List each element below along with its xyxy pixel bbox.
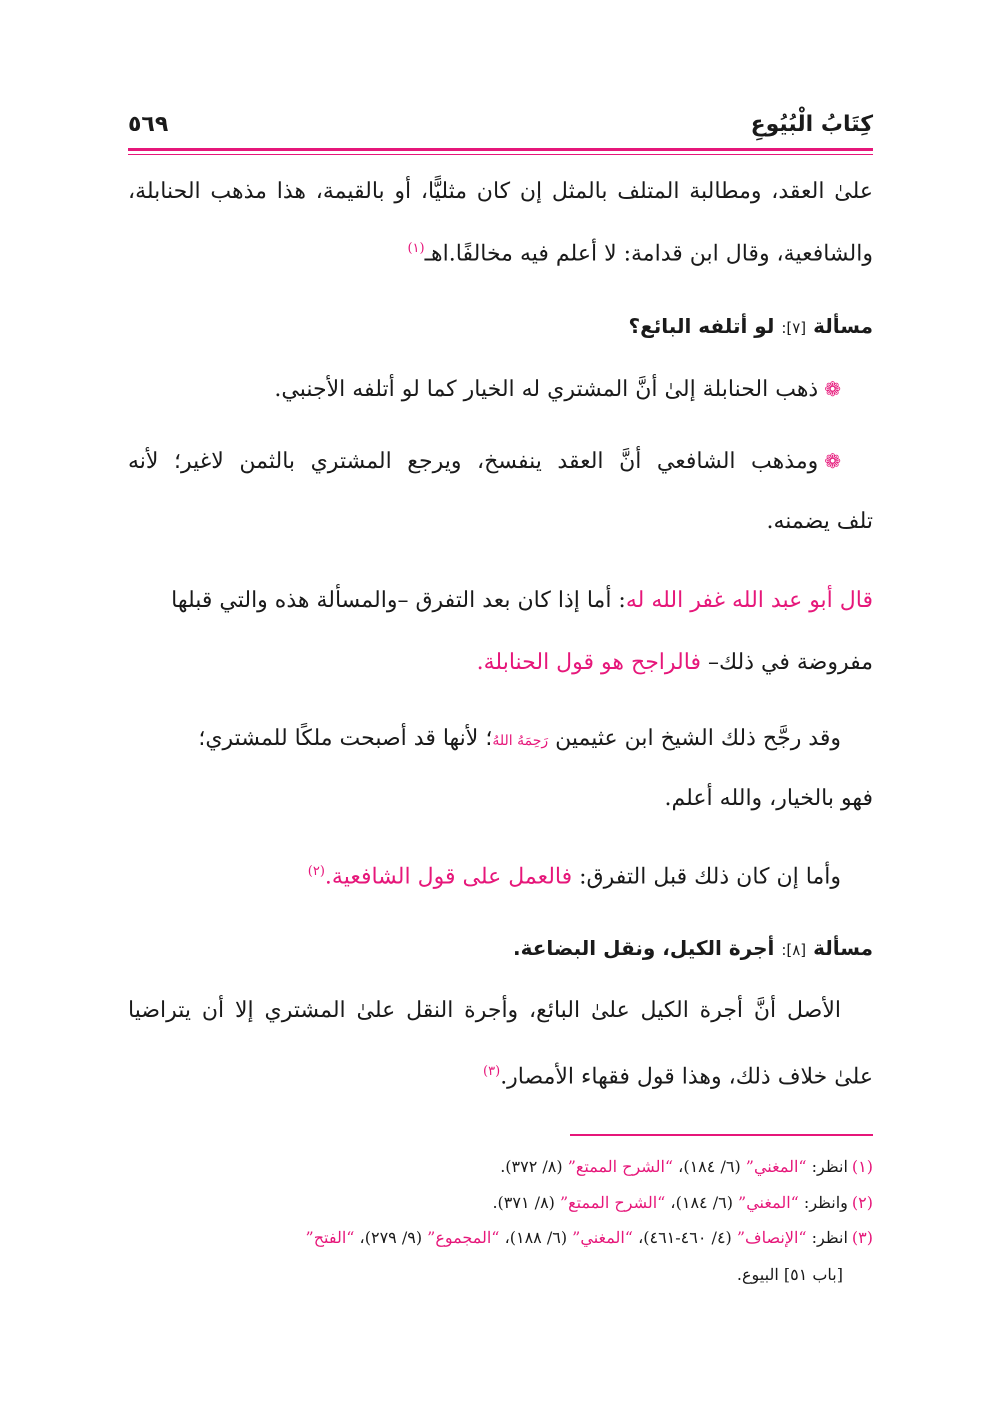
uthaymeen-text-start: وقد رجَّح ذلك الشيخ ابن عثيمين xyxy=(548,726,841,751)
uthaymeen-line-1 xyxy=(128,721,873,759)
source-title: “المغني” xyxy=(745,1157,807,1176)
bullet-shafii-line-2: تلف يضمنه. xyxy=(766,509,873,534)
author-opinion-line-2 xyxy=(128,645,873,681)
author-opinion-text: : أما إذا كان بعد التفرق –والمسألة هذه والتي قبلها xyxy=(171,588,626,613)
footnote-text: انظر: xyxy=(806,1228,848,1247)
footnote-text: (٦/ ١٨٤)، xyxy=(673,1157,746,1176)
bullet-hanbali xyxy=(128,371,873,408)
flower-bullet-icon: ❁ xyxy=(824,377,841,401)
footnote-text: (٨/ ٣٧١). xyxy=(492,1193,560,1212)
page-header xyxy=(128,108,873,148)
source-title: “المغني” xyxy=(572,1228,633,1247)
question-label: مسألة xyxy=(813,314,873,338)
before-separation-line xyxy=(128,854,873,895)
footnote-text: (٦/ ١٨٤)، xyxy=(665,1193,739,1212)
footnote-number: (٣) xyxy=(851,1228,873,1247)
intro-line-1: علىٰ العقد، ومطالبة المتلف بالمثل إن كان مثليًّا، أو بالقيمة، هذا مذهب الحنابلة، xyxy=(128,179,873,204)
footnote-text: (٦/ ١٨٨)، xyxy=(499,1228,573,1247)
question-title: لو أتلفه البائع؟ xyxy=(628,314,775,338)
source-title: “المغني” xyxy=(738,1193,799,1212)
footnote-text: انظر: xyxy=(806,1157,848,1176)
page-number: ٥٦٩ xyxy=(128,112,169,137)
author-opinion-lead: مفروضة في ذلك– xyxy=(700,650,873,675)
intro-line-2 xyxy=(128,231,873,272)
author-opinion-line-1 xyxy=(128,583,873,619)
source-title: “الفتح” xyxy=(305,1228,355,1247)
source-title: “الإنصاف” xyxy=(736,1228,807,1247)
footnote-text: (٨/ ٣٧٢). xyxy=(500,1157,568,1176)
before-separation-text: وأما إن كان ذلك قبل التفرق: xyxy=(572,864,841,890)
question-number: [٨]: xyxy=(781,941,807,959)
uthaymeen-line-2: فهو بالخيار، والله أعلم. xyxy=(664,786,873,811)
bullet-hanbali-text: ذهب الحنابلة إلىٰ أنَّ المشتري له الخيار كما لو أتلفه الأجنبي. xyxy=(274,377,819,402)
footnote-ref-2: (٢) xyxy=(307,864,325,879)
footnote-text: (٤/ ٤٦٠-٤٦١)، xyxy=(632,1228,737,1247)
author-name: قال أبو عبد الله غفر الله له xyxy=(625,588,873,613)
author-conclusion: فالراجح هو قول الحنابلة. xyxy=(476,650,701,675)
bullet-shafii-text: ومذهب الشافعي أنَّ العقد ينفسخ، ويرجع المشتري بالثمن لاغير؛ لأنه xyxy=(128,449,819,474)
footnote-ref-3: (٣) xyxy=(483,1064,501,1079)
principle-line-2 xyxy=(128,1054,873,1095)
question-number: [٧]: xyxy=(781,319,807,337)
uthaymeen-text-end: ؛ لأنها قد أصبحت ملكًا للمشتري؛ xyxy=(198,726,493,751)
footnote-number: (٢) xyxy=(851,1193,873,1212)
principle-text: علىٰ خلاف ذلك، وهذا قول فقهاء الأمصار. xyxy=(500,1064,873,1090)
footnote-3-continued: [باب ٥١] البيوع. xyxy=(736,1265,843,1284)
book-title: كِتَابُ الْبُيُوعِ xyxy=(750,112,873,137)
flower-bullet-icon: ❁ xyxy=(824,449,841,473)
honorific: رَحِمَهُ اللهُ xyxy=(492,733,549,749)
footnote-number: (١) xyxy=(851,1157,873,1176)
footnote-text: (٩/ ٢٧٩)، xyxy=(354,1228,428,1247)
question-title: أجرة الكيل، ونقل البضاعة. xyxy=(513,936,775,960)
header-rule-thick xyxy=(128,148,873,151)
question-8-heading xyxy=(128,930,873,968)
source-title: “المجموع” xyxy=(427,1228,500,1247)
footnote-ref-1: (١) xyxy=(407,241,425,256)
footnote-2 xyxy=(128,1190,873,1216)
question-7-heading xyxy=(128,308,873,346)
bullet-shafii-line-1 xyxy=(128,443,873,480)
shafii-ruling: فالعمل على قول الشافعية. xyxy=(324,864,573,890)
source-title: “الشرح الممتع” xyxy=(567,1157,674,1176)
source-title: “الشرح الممتع” xyxy=(559,1193,666,1212)
footnote-3 xyxy=(128,1225,873,1251)
intro-line-2-text: والشافعية، وقال ابن قدامة: لا أعلم فيه مخالفًا.اهـ xyxy=(424,241,873,267)
footnote-1 xyxy=(128,1154,873,1180)
principle-line-1: الأصل أنَّ أجرة الكيل علىٰ البائع، وأجرة النقل علىٰ المشتري إلا أن يتراضيا xyxy=(128,998,841,1023)
footnote-separator xyxy=(570,1134,873,1136)
header-rule-thin xyxy=(128,154,873,155)
footnote-text: وانظر: xyxy=(798,1193,848,1212)
question-label: مسألة xyxy=(813,936,873,960)
